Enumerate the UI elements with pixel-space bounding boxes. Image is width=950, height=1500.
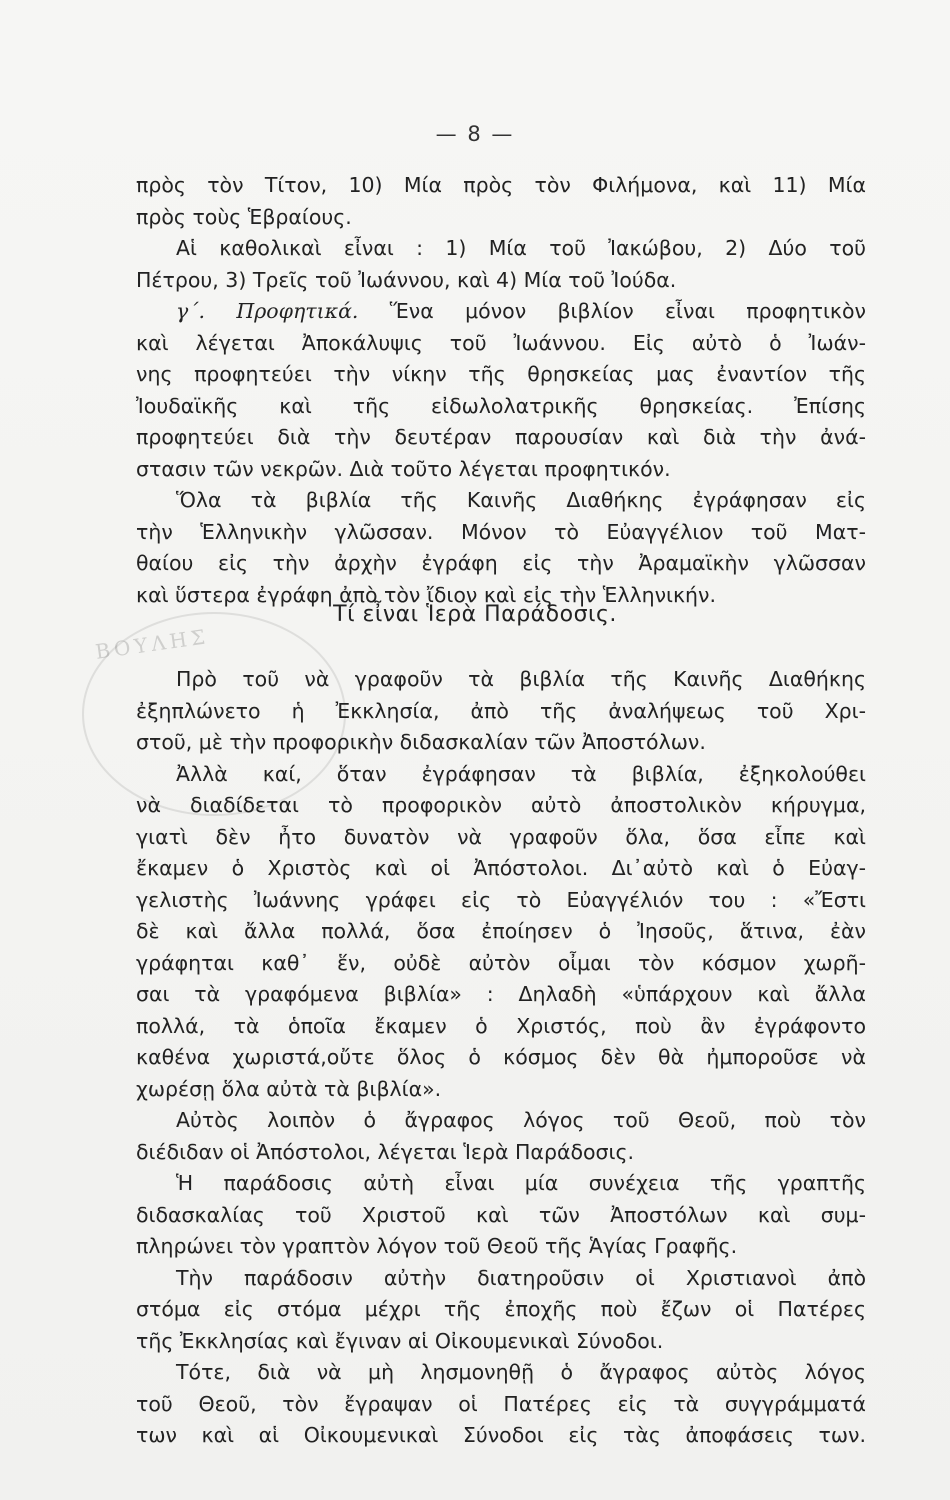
text-line <box>136 916 866 948</box>
text-line <box>136 822 866 854</box>
text-line <box>136 1294 866 1326</box>
library-stamp-text: ΒΟΥΛΗΣ <box>93 624 211 664</box>
text-line-content: στόμα εἰς στόμα μέχρι τῆς ἐποχῆς ποὺ ἔζων οἱ Πατέρες <box>136 1297 866 1321</box>
text-line-content: τῆς Ἐκκλησίας καὶ ἔγιναν αἱ Οἰκουμενικαὶ Σύνοδοι. <box>136 1328 664 1353</box>
text-line <box>136 548 866 580</box>
text-line-content: διέδιδαν οἱ Ἀπόστολοι, λέγεται Ἱερὰ Παράδοσις. <box>136 1139 635 1164</box>
section-heading: Τί εἶναι Ἱερὰ Παράδοσις. <box>333 602 617 627</box>
body-text-section-2 <box>136 664 866 1452</box>
text-line <box>136 1200 866 1232</box>
text-line-content: χωρέσῃ ὅλα αὐτὰ τὰ βιβλία». <box>136 1076 442 1101</box>
text-line <box>136 296 866 328</box>
text-line <box>136 1105 866 1137</box>
text-line <box>136 1263 866 1295</box>
text-line-content: τὴν Ἑλληνικὴν γλῶσσαν. Μόνον τὸ Εὐαγγέλιον τοῦ Ματ- <box>136 519 866 544</box>
subheading-lead: γ΄. Προφητικά. <box>176 299 359 323</box>
text-line <box>136 885 866 917</box>
text-line <box>136 1137 866 1169</box>
text-line <box>136 359 866 391</box>
text-line <box>136 265 866 297</box>
text-line-content: σαι τὰ γραφόμενα βιβλία» : Δηλαδὴ «ὑπάρχουν καὶ ἄλλα <box>136 982 866 1006</box>
text-line-content: Ἀλλὰ καί, ὅταν ἐγράφησαν τὰ βιβλία, ἐξηκολούθει <box>176 761 866 786</box>
text-line <box>136 328 866 360</box>
text-line <box>136 517 866 549</box>
text-line <box>136 948 866 980</box>
text-line-content: ἔκαμεν ὁ Χριστὸς καὶ οἱ Ἀπόστολοι. Δι᾽αὐτὸ καὶ ὁ Εὐαγ- <box>136 856 866 880</box>
page-number: — 8 — <box>435 122 515 146</box>
text-line <box>136 391 866 423</box>
text-line <box>136 233 866 265</box>
text-line-content: Αἱ καθολικαὶ εἶναι : 1) Μία τοῦ Ἰακώβου, 2) Δύο τοῦ <box>176 236 866 260</box>
text-line <box>136 853 866 885</box>
text-line-content: Τὴν παράδοσιν αὐτὴν διατηροῦσιν οἱ Χριστιανοὶ ἀπὸ <box>176 1265 866 1290</box>
text-line <box>136 759 866 791</box>
text-line <box>136 485 866 517</box>
text-line-content: πρὸς τὸν Τίτον, 10) Μία πρὸς τὸν Φιλήμονα, καὶ 11) Μία <box>136 173 866 197</box>
text-line <box>136 202 866 234</box>
text-line <box>136 979 866 1011</box>
text-line-content: καθένα χωριστά,οὔτε ὅλος ὁ κόσμος δὲν θὰ ἠμποροῦσε νὰ <box>136 1045 866 1069</box>
text-line-content: νης προφητεύει τὴν νίκην τῆς θρησκείας μας ἐναντίον τῆς <box>136 362 866 386</box>
text-line-content: γράφηται καθ᾽ ἕν, οὐδὲ αὐτὸν οἶμαι τὸν κόσμον χωρῆ- <box>136 950 866 975</box>
text-line-content: καὶ λέγεται Ἀποκάλυψις τοῦ Ἰωάννου. Εἰς αὐτὸ ὁ Ἰωάν- <box>136 330 866 355</box>
text-line <box>136 170 866 202</box>
text-line-content: δὲ καὶ ἄλλα πολλά, ὅσα ἐποίησεν ὁ Ἰησοῦς, ἅτινα, ἐὰν <box>136 919 866 943</box>
text-line <box>136 1011 866 1043</box>
text-line <box>136 727 866 759</box>
text-line <box>136 1074 866 1106</box>
text-line <box>136 1231 866 1263</box>
text-line-content: ἐξηπλώνετο ἡ Ἐκκλησία, ἀπὸ τῆς ἀναλήψεως τοῦ Χρι- <box>136 698 866 723</box>
text-line <box>136 1389 866 1421</box>
text-line-content: των καὶ αἱ Οἰκουμενικαὶ Σύνοδοι εἰς τὰς ἀποφάσεις των. <box>136 1423 866 1447</box>
text-line <box>136 696 866 728</box>
text-line-content: γιατὶ δὲν ἦτο δυνατὸν νὰ γραφοῦν ὅλα, ὅσα εἶπε καὶ <box>136 824 866 849</box>
text-line <box>136 1420 866 1452</box>
text-line <box>136 1326 866 1358</box>
text-line <box>136 1168 866 1200</box>
text-line <box>136 664 866 696</box>
text-line-content: νὰ διαδίδεται τὸ προφορικὸν αὐτὸ ἀποστολικὸν κήρυγμα, <box>136 793 866 817</box>
text-line <box>136 454 866 486</box>
body-text-section-1 <box>136 170 866 611</box>
text-line-content: Τότε, διὰ νὰ μὴ λησμονηθῇ ὁ ἄγραφος αὐτὸς λόγος <box>176 1360 866 1384</box>
text-line <box>136 1357 866 1389</box>
text-line-content: προφητεύει διὰ τὴν δευτέραν παρουσίαν καὶ διὰ τὴν ἀνά- <box>136 425 866 449</box>
text-line-content: στοῦ, μὲ τὴν προφορικὴν διδασκαλίαν τῶν Ἀποστόλων. <box>136 730 706 754</box>
text-line-content: πολλά, τὰ ὁποῖα ἔκαμεν ὁ Χριστός, ποὺ ἂν ἐγράφοντο <box>136 1013 866 1038</box>
text-line-content: Ἰουδαϊκῆς καὶ τῆς εἰδωλολατρικῆς θρησκείας. Ἐπίσης <box>136 393 866 418</box>
text-line-content: Ἕνα μόνον βιβλίον εἶναι προφητικὸν <box>358 299 866 323</box>
text-line <box>136 422 866 454</box>
text-line-content: Πρὸ τοῦ νὰ γραφοῦν τὰ βιβλία τῆς Καινῆς Διαθήκης <box>176 667 866 691</box>
text-line-content: διδασκαλίας τοῦ Χριστοῦ καὶ τῶν Ἀποστόλων καὶ συμ- <box>136 1202 866 1227</box>
text-line-content: τοῦ Θεοῦ, τὸν ἔγραψαν οἱ Πατέρες εἰς τὰ συγγράμματά <box>136 1391 866 1416</box>
text-line-content: θαίου εἰς τὴν ἀρχὴν ἐγράφη εἰς τὴν Ἀραμαϊκὴν γλῶσσαν <box>136 551 866 575</box>
text-line-content: Ἡ παράδοσις αὐτὴ εἶναι μία συνέχεια τῆς γραπτῆς <box>176 1171 866 1195</box>
text-line <box>136 790 866 822</box>
text-line-content: στασιν τῶν νεκρῶν. Διὰ τοῦτο λέγεται προφητικόν. <box>136 456 671 481</box>
text-line-content: πληρώνει τὸν γραπτὸν λόγον τοῦ Θεοῦ τῆς Ἁγίας Γραφῆς. <box>136 1234 738 1258</box>
text-line-content: καὶ ὕστερα ἐγράφη ἀπὸ τὸν ἴδιον καὶ εἰς τὴν Ἑλληνικήν. <box>136 582 717 607</box>
text-line-content: πρὸς τοὺς Ἑβραίους. <box>136 204 352 229</box>
text-line <box>136 1042 866 1074</box>
text-line-content: Αὐτὸς λοιπὸν ὁ ἄγραφος λόγος τοῦ Θεοῦ, ποὺ τὸν <box>176 1108 866 1132</box>
text-line-content: Πέτρου, 3) Τρεῖς τοῦ Ἰωάννου, καὶ 4) Μία τοῦ Ἰούδα. <box>136 267 677 292</box>
text-line-content: γελιστὴς Ἰωάννης γράφει εἰς τὸ Εὐαγγέλιόν του : «Ἔστι <box>136 887 866 912</box>
text-line-content: Ὅλα τὰ βιβλία τῆς Καινῆς Διαθήκης ἐγράφησαν εἰς <box>176 488 866 512</box>
